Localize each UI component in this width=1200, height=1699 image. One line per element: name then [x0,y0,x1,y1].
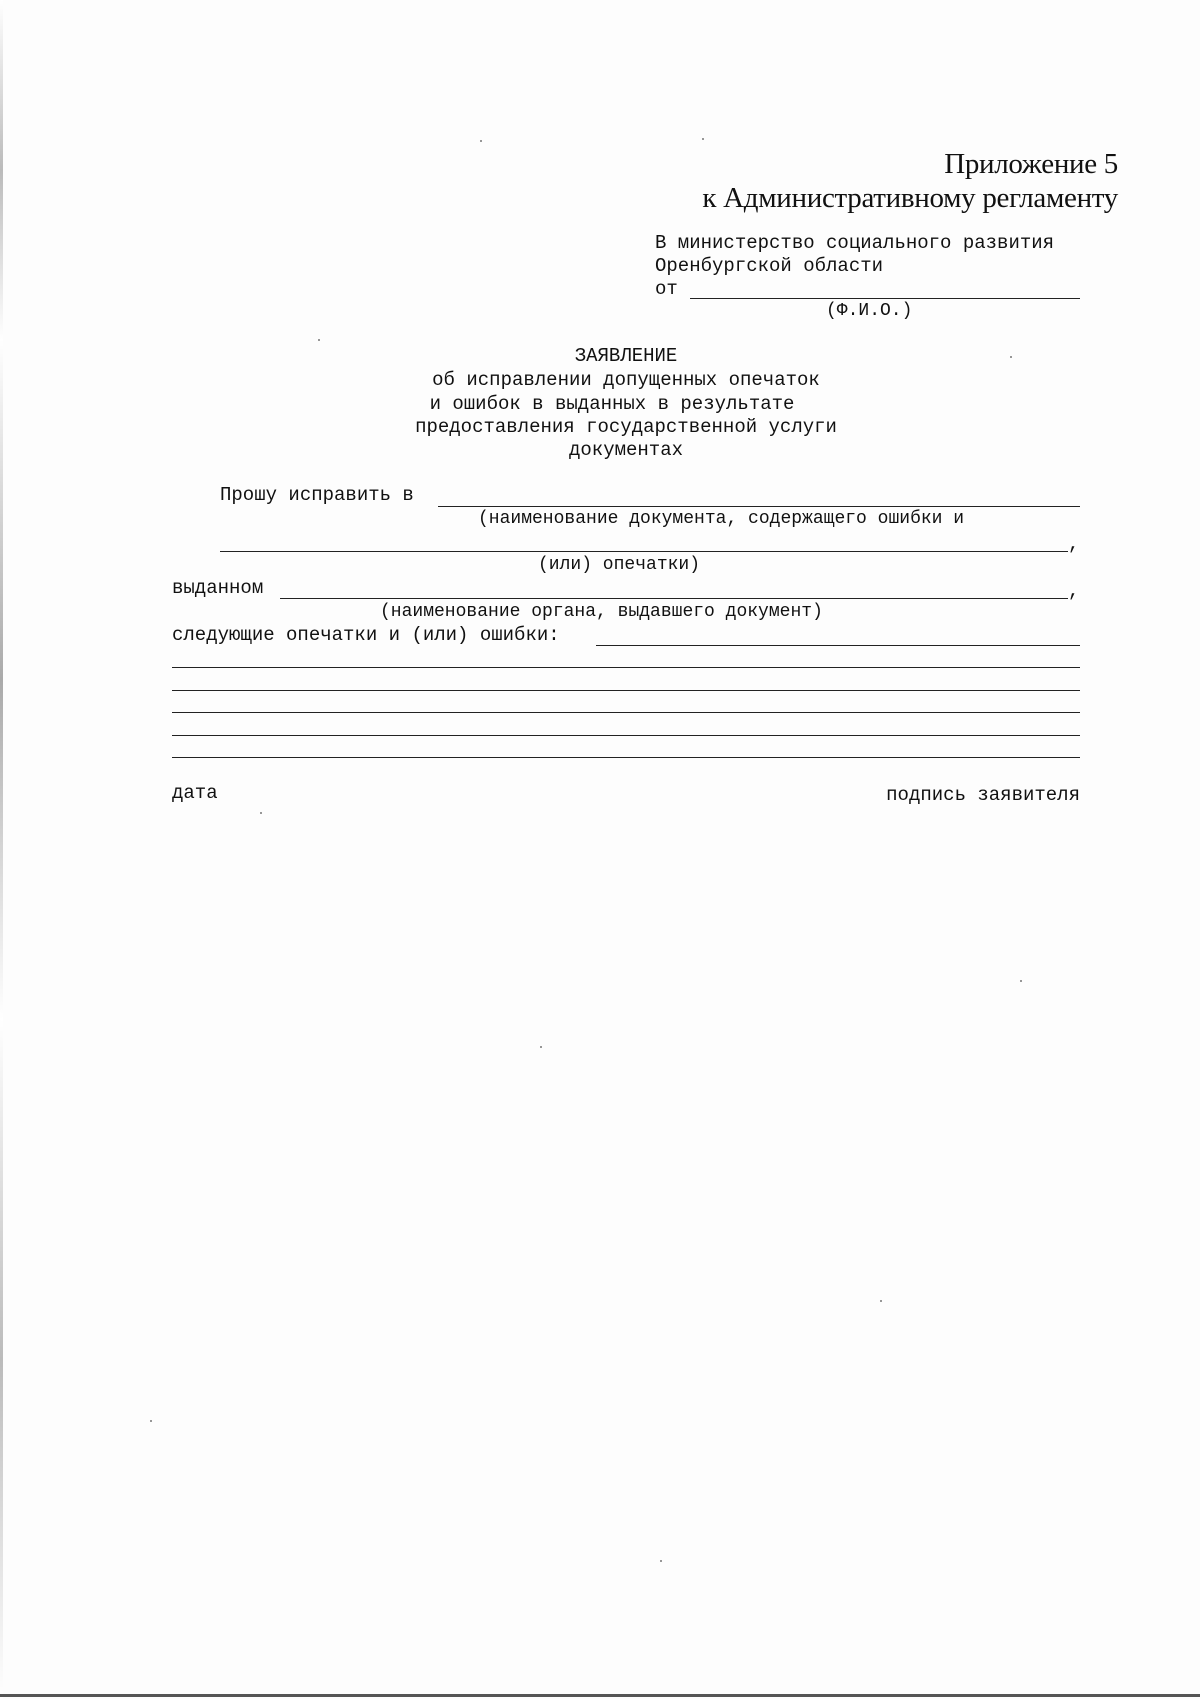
scan-edge-left [0,0,3,1699]
scan-speck [150,1420,152,1422]
scan-speck [540,1046,542,1048]
scan-speck [1010,356,1012,358]
scan-speck [480,140,482,142]
errors-line-4[interactable] [172,712,1080,713]
appendix-reference: к Административному регламенту [702,182,1118,214]
scan-speck [260,812,262,814]
errors-line-3[interactable] [172,690,1080,691]
errors-label: следующие опечатки и (или) ошибки: [172,624,560,646]
issuer-caption: (наименование органа, выдавшего документ) [380,602,823,622]
issued-label: выданном [172,577,264,599]
document-name-caption: (наименование документа, содержащего ошибки и [478,509,965,529]
scan-edge-bottom [0,1694,1200,1697]
scan-speck [702,138,704,140]
subject-line-3: предоставления государственной услуги [415,416,837,438]
date-label: дата [172,782,218,804]
issuer-comma: , [1068,580,1080,602]
scan-speck [1020,980,1022,982]
errors-line-5[interactable] [172,735,1080,736]
appendix-number: Приложение 5 [944,148,1118,180]
document-name-caption-2: (или) опечатки) [538,555,701,575]
document-name-comma: , [1068,533,1080,555]
document-name-line-2[interactable] [220,551,1068,552]
errors-line-1[interactable] [596,645,1080,646]
scan-speck [880,1300,882,1302]
signature-label: подпись заявителя [886,784,1080,806]
fio-line[interactable] [690,298,1080,299]
subject-line-1: об исправлении допущенных опечаток [432,369,820,391]
fio-caption: (Ф.И.О.) [826,301,913,321]
subject-line-2: и ошибок в выданных в результате [429,393,795,415]
errors-line-2[interactable] [172,667,1080,668]
issuer-line[interactable] [280,598,1068,599]
addressee-line-2: Оренбургской области [655,255,884,277]
scan-speck [318,339,320,341]
errors-line-6[interactable] [172,757,1080,758]
from-label: от [655,278,678,300]
document-name-line[interactable] [438,506,1080,507]
document-title: ЗАЯВЛЕНИЕ [574,345,678,367]
scan-speck [660,1560,662,1562]
request-label: Прошу исправить в [220,484,414,506]
addressee-line-1: В министерство социального развития [655,232,1055,254]
subject-line-4: документах [568,439,684,461]
